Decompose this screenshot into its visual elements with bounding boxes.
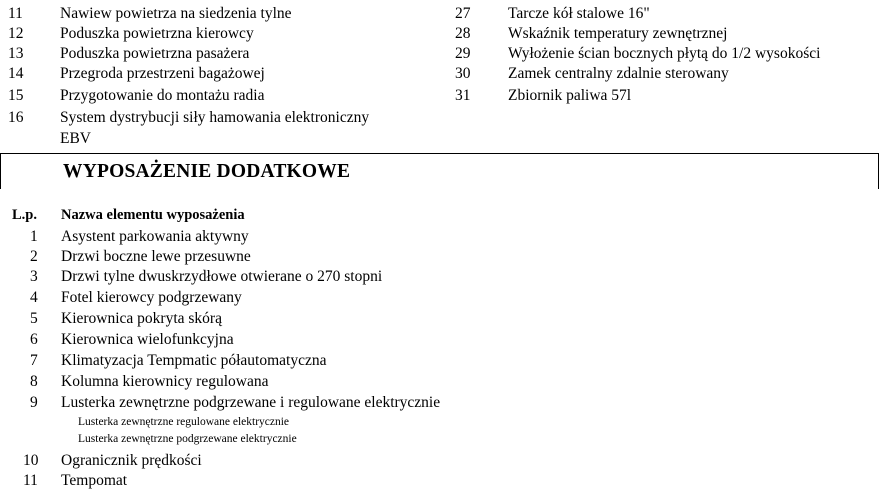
- item-text: Ogranicznik prędkości: [61, 452, 202, 469]
- item-number: 9: [30, 394, 38, 411]
- item-number: 27: [455, 5, 471, 22]
- item-text: Poduszka powietrzna pasażera: [60, 45, 250, 62]
- item-number: 28: [455, 25, 471, 42]
- sub-item-text: Lusterka zewnętrzne podgrzewane elektrycznie: [78, 433, 297, 445]
- item-text: Nawiew powietrza na siedzenia tylne: [60, 5, 292, 22]
- item-number: 2: [30, 248, 38, 265]
- item-number: 10: [23, 452, 39, 469]
- item-text: Lusterka zewnętrzne podgrzewane i regulowane elektrycznie: [61, 394, 441, 411]
- column-header-lp: L.p.: [12, 207, 37, 223]
- section-title: WYPOSAŻENIE DODATKOWE: [63, 161, 351, 182]
- item-number: 6: [30, 331, 38, 348]
- item-number: 11: [8, 5, 23, 22]
- item-text: Klimatyzacja Tempmatic półautomatyczna: [61, 352, 327, 369]
- item-text: Fotel kierowcy podgrzewany: [61, 289, 242, 306]
- sub-item-text: Lusterka zewnętrzne regulowane elektrycznie: [78, 416, 290, 428]
- item-number: 14: [8, 65, 24, 82]
- item-number: 16: [8, 109, 24, 126]
- item-text: Zbiornik paliwa 57l: [508, 87, 632, 104]
- item-number: 31: [455, 87, 471, 104]
- item-number: 29: [455, 45, 471, 62]
- section-header-box: [0, 153, 879, 189]
- item-number: 15: [8, 87, 24, 104]
- item-number: 30: [455, 65, 471, 82]
- item-text: Drzwi boczne lewe przesuwne: [61, 248, 251, 265]
- item-text: Poduszka powietrzna kierowcy: [60, 25, 254, 42]
- column-header-name: Nazwa elementu wyposażenia: [61, 207, 245, 223]
- item-text: Kierownica pokryta skórą: [61, 310, 222, 327]
- item-text: Tempomat: [61, 472, 128, 489]
- item-text: Kolumna kierownicy regulowana: [61, 373, 269, 390]
- item-text: Kierownica wielofunkcyjna: [61, 331, 234, 348]
- item-text: EBV: [60, 130, 91, 147]
- item-text: Drzwi tylne dwuskrzydłowe otwierane o 270 stopni: [61, 268, 383, 285]
- item-text: Wyłożenie ścian bocznych płytą do 1/2 wysokości: [508, 45, 821, 62]
- item-text: Asystent parkowania aktywny: [61, 228, 249, 245]
- item-number: 12: [8, 25, 24, 42]
- item-text: Przegroda przestrzeni bagażowej: [60, 65, 265, 82]
- item-text: Tarcze kół stalowe 16": [508, 5, 650, 22]
- item-text: Przygotowanie do montażu radia: [60, 87, 265, 104]
- item-number: 4: [30, 289, 38, 306]
- item-number: 11: [23, 472, 38, 489]
- item-number: 1: [30, 228, 38, 245]
- item-number: 13: [8, 45, 24, 62]
- item-number: 3: [30, 268, 38, 285]
- item-text: Zamek centralny zdalnie sterowany: [508, 65, 729, 82]
- item-number: 5: [30, 310, 38, 327]
- item-text: System dystrybucji siły hamowania elektroniczny: [60, 109, 370, 126]
- item-text: Wskaźnik temperatury zewnętrznej: [508, 25, 728, 42]
- item-number: 8: [30, 373, 38, 390]
- item-number: 7: [30, 352, 38, 369]
